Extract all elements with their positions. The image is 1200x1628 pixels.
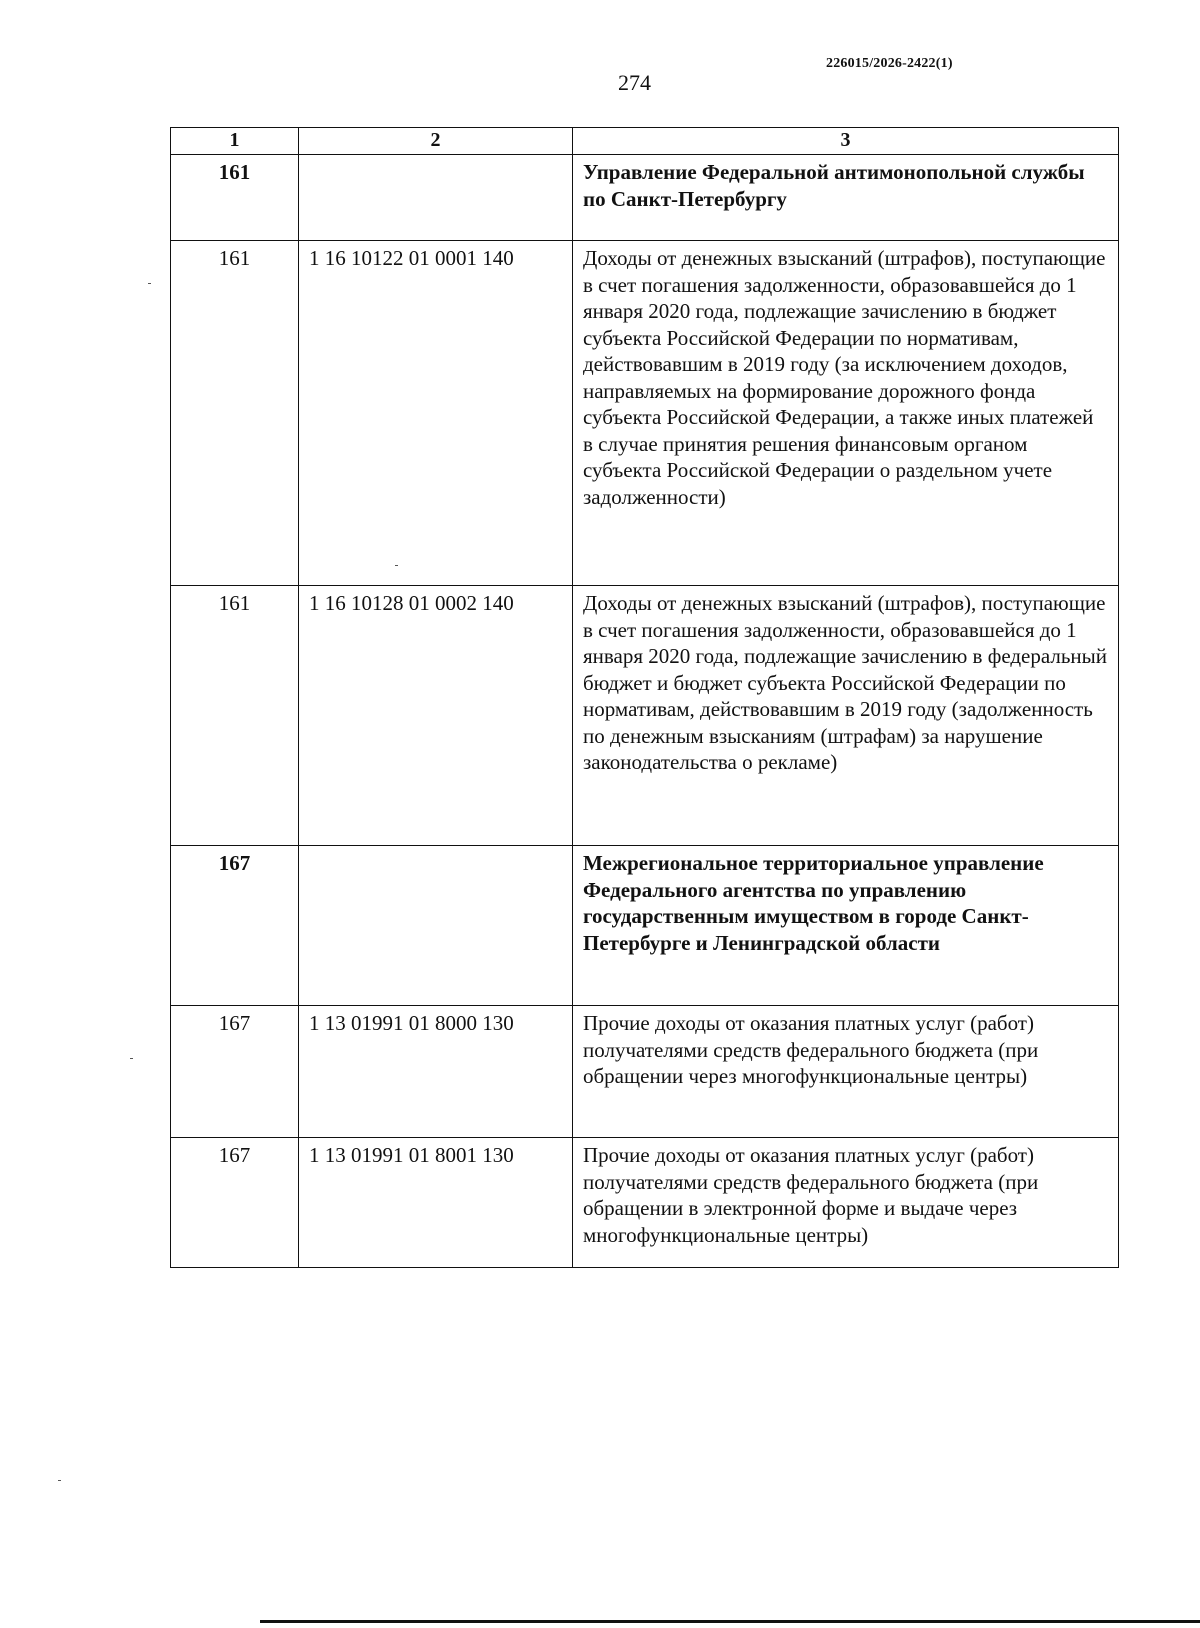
table-row — [171, 1006, 1119, 1138]
admin-code-cell: 167 — [171, 1006, 299, 1138]
page-number: 274 — [618, 70, 651, 95]
scan-speck — [395, 565, 398, 566]
budget-classification-table — [170, 127, 1119, 1268]
scan-speck — [130, 1058, 133, 1059]
table-header-row — [171, 128, 1119, 155]
admin-code-cell: 167 — [171, 846, 299, 1006]
revenue-name-cell: Прочие доходы от оказания платных услуг (работ) получателями средств федерального бюджета (при обращении в электронной форме и выдаче через многофункциональные центры) — [573, 1138, 1119, 1268]
admin-code-cell: 161 — [171, 586, 299, 846]
admin-code-cell: 167 — [171, 1138, 299, 1268]
column-header-1: 1 — [171, 128, 299, 155]
revenue-code-cell: 1 16 10128 01 0002 140 — [299, 586, 573, 846]
revenue-code-cell — [299, 846, 573, 1006]
document-number: 226015/2026-2422(1) — [826, 56, 953, 71]
column-header-2: 2 — [299, 128, 573, 155]
table-row — [171, 1138, 1119, 1268]
revenue-name-cell: Доходы от денежных взысканий (штрафов), поступающие в счет погашения задолженности, образовавшейся до 1 января 2020 года, подлежащие зачислению в федеральный бюджет и бюджет субъекта Российской Федерации по нормативам, действовавшим в 2019 году (задолженность по денежным взысканиям (штрафам) за нарушение законодательства о рекламе) — [573, 586, 1119, 846]
scan-speck — [148, 283, 151, 284]
scan-speck — [58, 1480, 61, 1481]
revenue-name-cell: Управление Федеральной антимонопольной службы по Санкт-Петербургу — [573, 155, 1119, 241]
revenue-name-cell: Доходы от денежных взысканий (штрафов), поступающие в счет погашения задолженности, образовавшейся до 1 января 2020 года, подлежащие зачислению в бюджет субъекта Российской Федерации по нормативам, действовавшим в 2019 году (за исключением доходов, направляемых на формирование дорожного фонда субъекта Российской Федерации, а также иных платежей в случае принятия решения финансовым органом субъекта Российской Федерации о раздельном учете задолженности) — [573, 241, 1119, 586]
table-row — [171, 155, 1119, 241]
admin-code-cell: 161 — [171, 241, 299, 586]
revenue-code-cell: 1 16 10122 01 0001 140 — [299, 241, 573, 586]
revenue-code-cell — [299, 155, 573, 241]
revenue-code-cell: 1 13 01991 01 8000 130 — [299, 1006, 573, 1138]
admin-code-cell: 161 — [171, 155, 299, 241]
table-row — [171, 241, 1119, 586]
scan-bottom-edge — [260, 1620, 1200, 1623]
table-row — [171, 586, 1119, 846]
table-row — [171, 846, 1119, 1006]
revenue-code-cell: 1 13 01991 01 8001 130 — [299, 1138, 573, 1268]
revenue-name-cell: Прочие доходы от оказания платных услуг (работ) получателями средств федерального бюджета (при обращении через многофункциональные центры) — [573, 1006, 1119, 1138]
revenue-name-cell: Межрегиональное территориальное управление Федерального агентства по управлению государственным имуществом в городе Санкт-Петербурге и Ленинградской области — [573, 846, 1119, 1006]
column-header-3: 3 — [573, 128, 1119, 155]
